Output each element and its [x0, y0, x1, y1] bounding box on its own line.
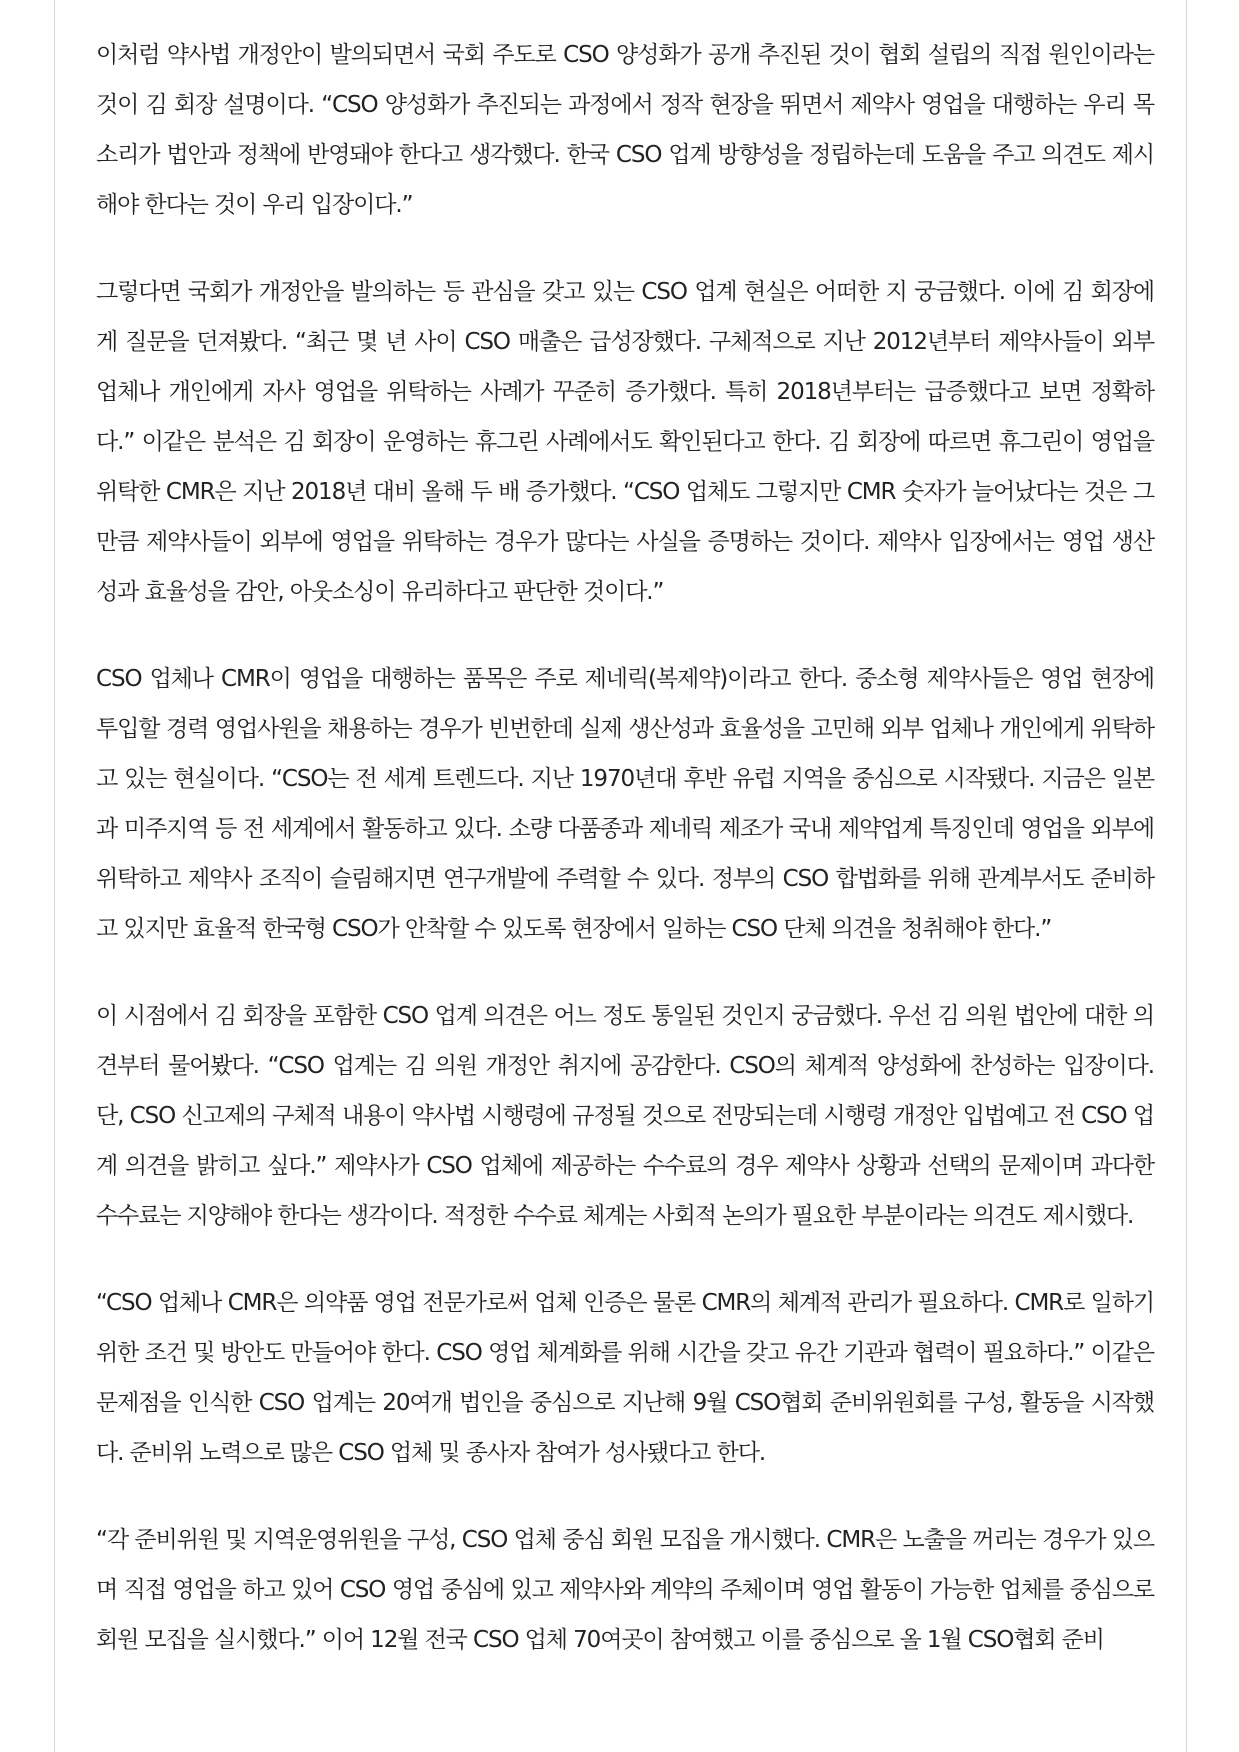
article-paragraph-3: CSO 업체나 CMR이 영업을 대행하는 품목은 주로 제네릭(복제약)이라고 한다. 중소형 제약사들은 영업 현장에 투입할 경력 영업사원을 채용하는 경우가 빈번한데 실제 생산성과 효율성을 고민해 외부 업체나 개인에게 위탁하고 있는 현실이다. “CSO는 전 세계 트렌드다. 지난 1970년대 후반 유럽 지역을 중심으로 시작됐다. 지금은 일본과 미주지역 등 전 세계에서 활동하고 있다. 소량 다품종과 제네릭 제조가 국내 제약업계 특징인데 영업을 외부에 위탁하고 제약사 조직이 슬림해지면 연구개발에 주력할 수 있다. 정부의 CSO 합법화를 위해 관계부서도 준비하고 있지만 효율적 한국형 CSO가 안착할 수 있도록 현장에서 일하는 CSO 단체 의견을 청취해야 한다.” — [96, 666, 1154, 942]
article-paragraph-1: 이처럼 약사법 개정안이 발의되면서 국회 주도로 CSO 양성화가 공개 추진된 것이 협회 설립의 직접 원인이라는 것이 김 회장 설명이다. “CSO 양성화가 추진되는 과정에서 정작 현장을 뛰면서 제약사 영업을 대행하는 우리 목소리가 법안과 정책에 반영돼야 한다고 생각했다. 한국 CSO 업계 방향성을 정립하는데 도움을 주고 의견도 제시해야 한다는 것이 우리 입장이다.” — [96, 42, 1154, 218]
right-border-line — [1186, 0, 1187, 1752]
article-body — [96, 30, 1154, 1702]
left-border-line — [54, 0, 55, 1752]
article-paragraph-4: 이 시점에서 김 회장을 포함한 CSO 업계 의견은 어느 정도 통일된 것인지 궁금했다. 우선 김 의원 법안에 대한 의견부터 물어봤다. “CSO 업계는 김 의원 개정안 취지에 공감한다. CSO의 체계적 양성화에 찬성하는 입장이다. 단, CSO 신고제의 구체적 내용이 약사법 시행령에 규정될 것으로 전망되는데 시행령 개정안 입법예고 전 CSO 업계 의견을 밝히고 싶다.” 제약사가 CSO 업체에 제공하는 수수료의 경우 제약사 상황과 선택의 문제이며 과다한 수수료는 지양해야 한다는 생각이다. 적정한 수수료 체계는 사회적 논의가 필요한 부분이라는 의견도 제시했다. — [96, 1003, 1154, 1229]
article-paragraph-5: “CSO 업체나 CMR은 의약품 영업 전문가로써 업체 인증은 물론 CMR의 체계적 관리가 필요하다. CMR로 일하기 위한 조건 및 방안도 만들어야 한다. CSO 영업 체계화를 위해 시간을 갖고 유간 기관과 협력이 필요하다.” 이같은 문제점을 인식한 CSO 업계는 20여개 법인을 중심으로 지난해 9월 CSO협회 준비위원회를 구성, 활동을 시작했다. 준비위 노력으로 많은 CSO 업체 및 종사자 참여가 성사됐다고 한다. — [96, 1290, 1154, 1466]
article-paragraph-6: “각 준비위원 및 지역운영위원을 구성, CSO 업체 중심 회원 모집을 개시했다. CMR은 노출을 꺼리는 경우가 있으며 직접 영업을 하고 있어 CSO 영업 중심에 있고 제약사와 계약의 주체이며 영업 활동이 가능한 업체를 중심으로 회원 모집을 실시했다.” 이어 12월 전국 CSO 업체 70여곳이 참여했고 이를 중심으로 올 1월 CSO협회 준비 — [96, 1527, 1154, 1653]
article-paragraph-2: 그렇다면 국회가 개정안을 발의하는 등 관심을 갖고 있는 CSO 업계 현실은 어떠한 지 궁금했다. 이에 김 회장에게 질문을 던져봤다. “최근 몇 년 사이 CSO 매출은 급성장했다. 구체적으로 지난 2012년부터 제약사들이 외부 업체나 개인에게 자사 영업을 위탁하는 사례가 꾸준히 증가했다. 특히 2018년부터는 급증했다고 보면 정확하다.” 이같은 분석은 김 회장이 운영하는 휴그린 사례에서도 확인된다고 한다. 김 회장에 따르면 휴그린이 영업을 위탁한 CMR은 지난 2018년 대비 올해 두 배 증가했다. “CSO 업체도 그렇지만 CMR 숫자가 늘어났다는 것은 그만큼 제약사들이 외부에 영업을 위탁하는 경우가 많다는 사실을 증명하는 것이다. 제약사 입장에서는 영업 생산성과 효율성을 감안, 아웃소싱이 유리하다고 판단한 것이다.” — [96, 279, 1154, 605]
